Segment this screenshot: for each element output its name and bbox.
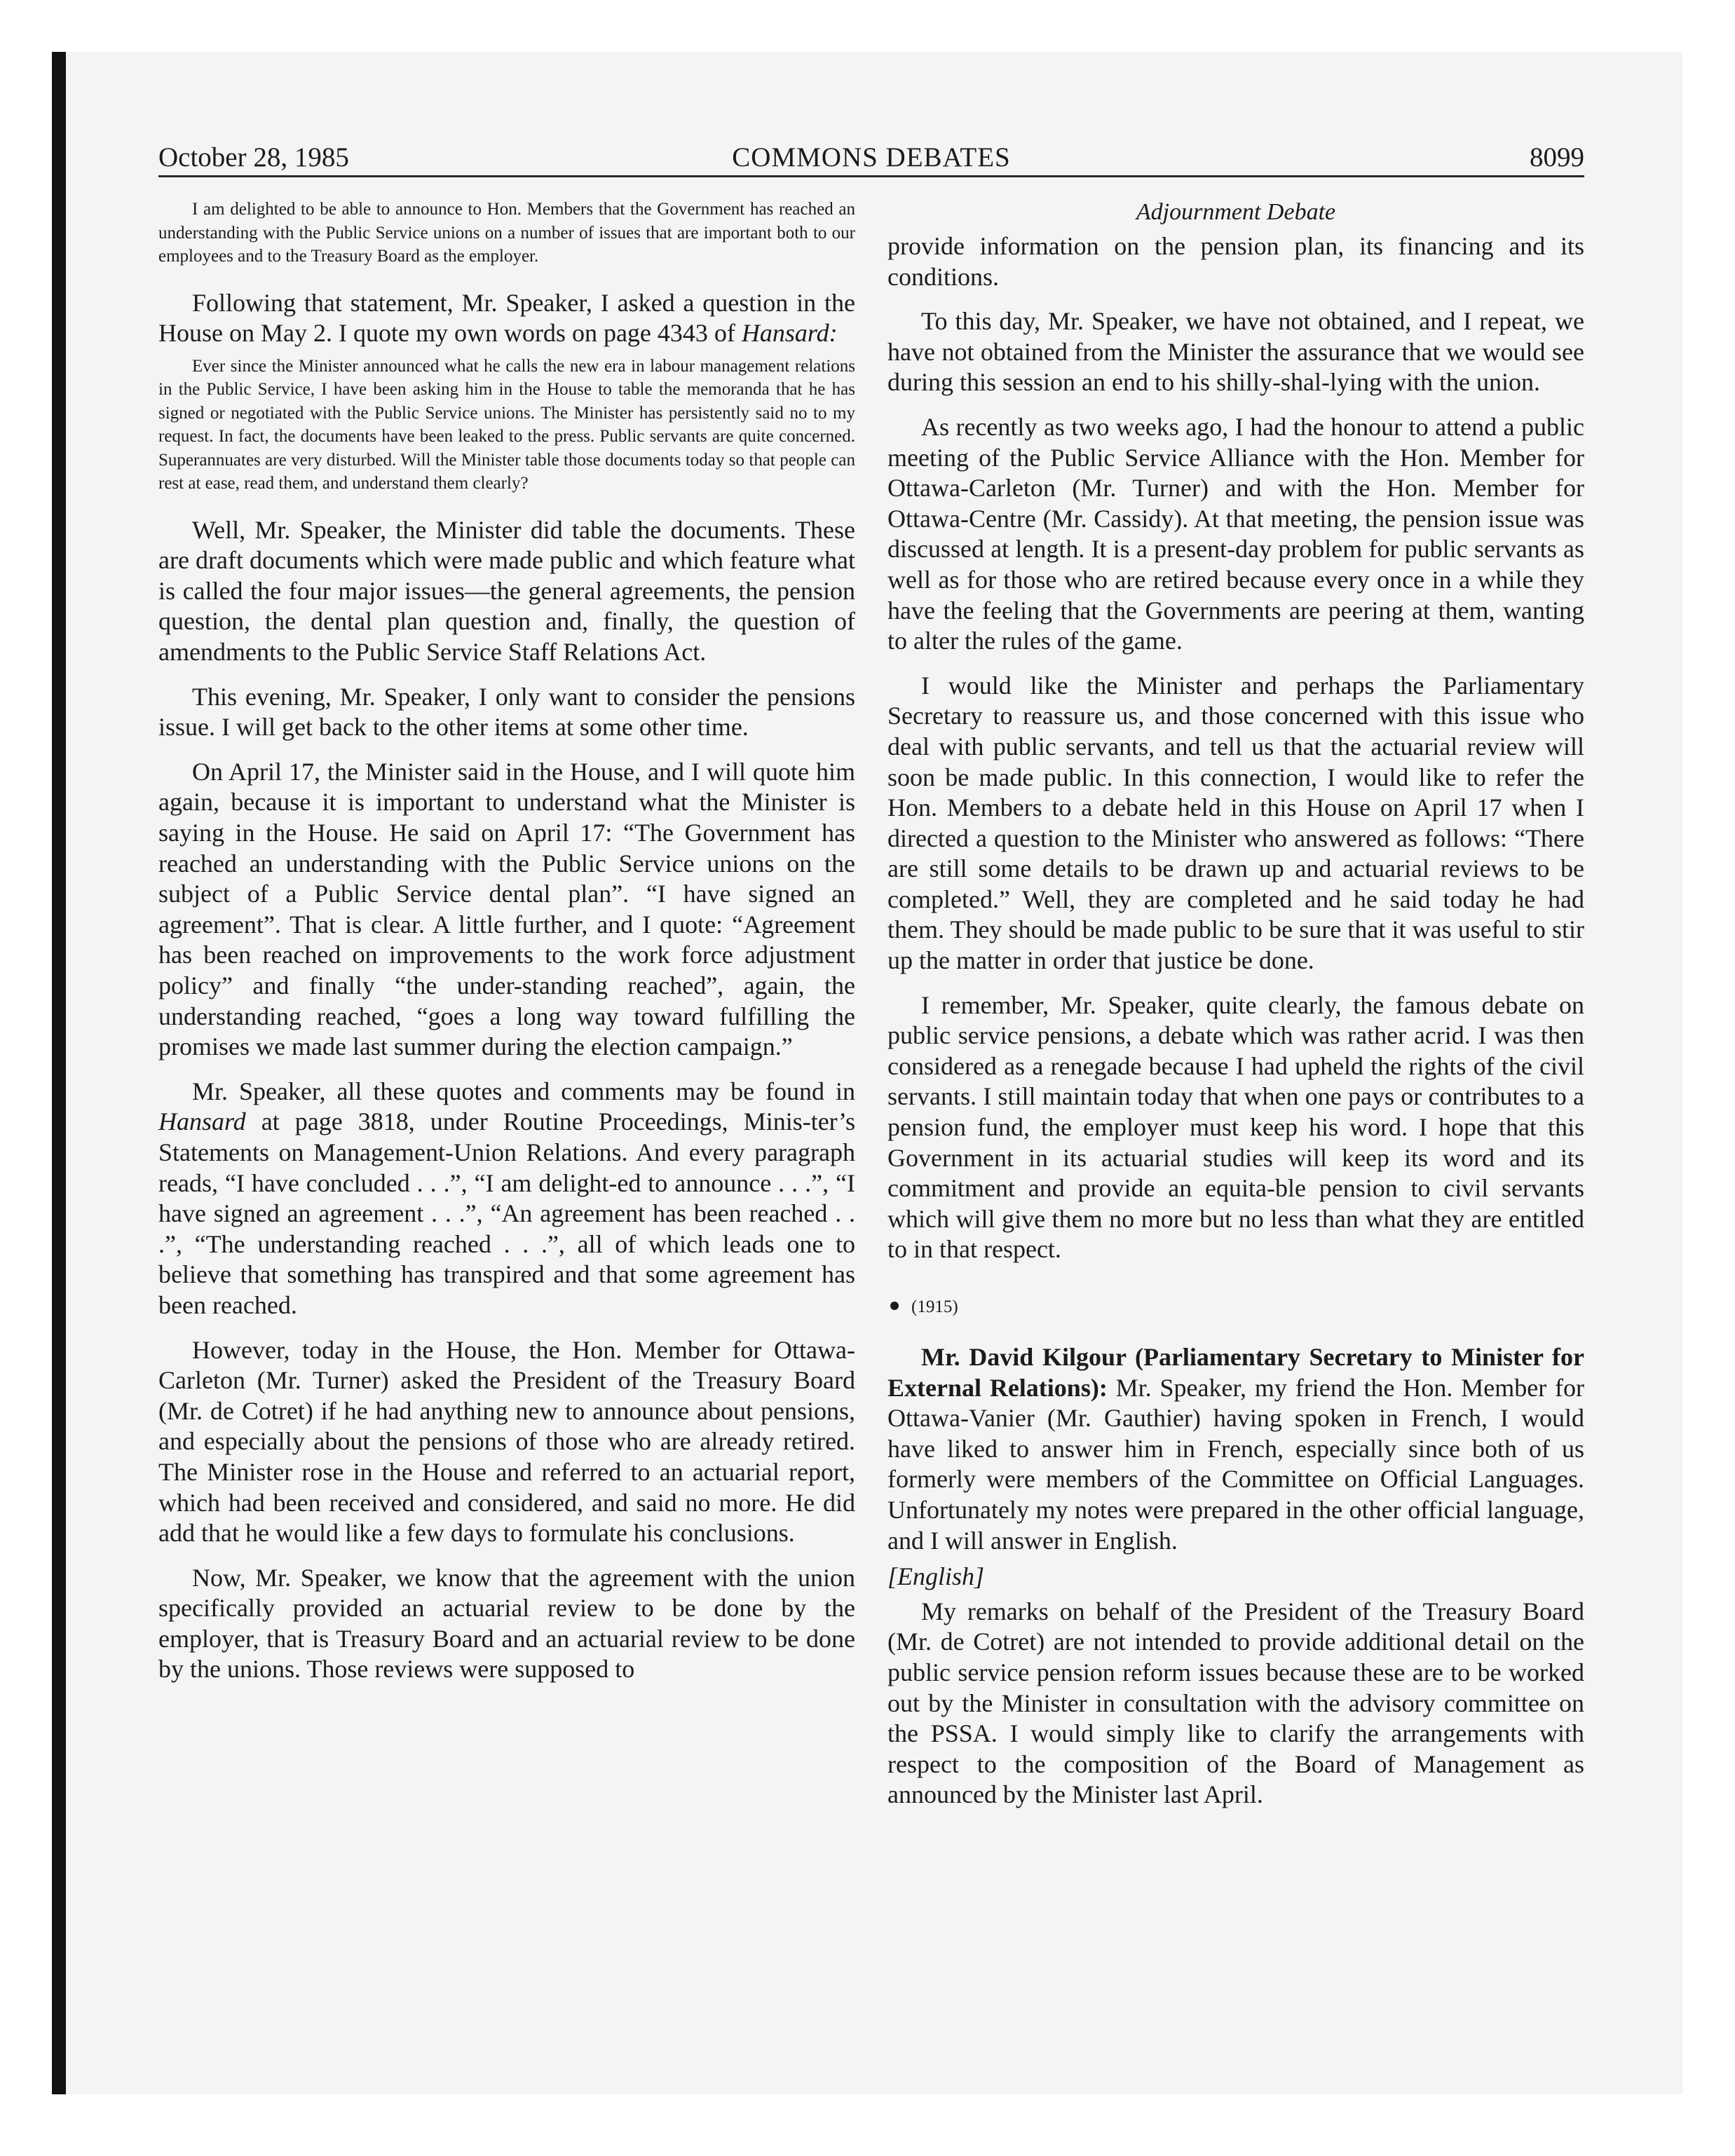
right-column <box>887 198 1584 1824</box>
header-page-number: 8099 <box>1530 142 1584 172</box>
paragraph: My remarks on behalf of the President of the Treasury Board (Mr. de Cotret) are not intended to provide additional detail on the public service pension reform issues because these are to be worked out by the Minister in consultation with the advisory committee on the PSSA. I would simply like to clarify the arrangements with respect to the composition of the Board of Management as announced by the Minister last April. <box>887 1597 1584 1809</box>
paragraph <box>158 288 855 349</box>
paragraph-text: Mr. Speaker, my friend the Hon. Member for Ottawa-Vanier (Mr. Gauthier) having spoken in French, I would have liked to answer him in French, especially since both of us formerly were members of the Committee on Official Languages. Unfortunately my notes were prepared in the other official language, and I will answer in English. <box>887 1373 1585 1555</box>
paragraph: However, today in the House, the Hon. Member for Ottawa-Carleton (Mr. Turner) asked the President of the Treasury Board (Mr. de Cotret) if he had anything new to announce about pensions, and especially about the pensions of those who are already retired. The Minister rose in the House and referred to an actuarial report, which had been received and considered, and said no more. He did add that he would like a few days to formulate his conclusions. <box>158 1335 855 1548</box>
bullet-icon <box>890 1302 899 1310</box>
time-stamp-text: (1915) <box>911 1297 958 1316</box>
hansard-reference: Hansard: <box>741 319 838 348</box>
speaker-name: Mr. David Kilgour (Parliamentary Secretary to Minister for External Relations): <box>887 1343 1584 1402</box>
left-column <box>158 198 855 1699</box>
scan-margin <box>0 0 55 2156</box>
paragraph: This evening, Mr. Speaker, I only want to consider the pensions issue. I will get back to the other items at some other time. <box>158 682 855 742</box>
time-stamp <box>887 1293 1584 1321</box>
language-marker: [English] <box>887 1562 985 1591</box>
scan-binding-edge <box>52 52 66 2094</box>
hansard-reference: Hansard <box>158 1107 246 1136</box>
paragraph: I would like the Minister and perhaps the Parliamentary Secretary to reassure us, and those concerned with this issue who deal with public servants, and tell us that the actuarial review will soon be made public. In this connection, I would like to refer the Hon. Members to a debate held in this House on April 17 when I directed a question to the Minister who answered as follows: “There are still some details to be drawn up and actuarial reviews to be completed.” Well, they are completed and he said today he had them. They should be made public to be sure that it was useful to stir up the matter in order that justice be done. <box>887 671 1584 975</box>
paragraph-text: Following that statement, Mr. Speaker, I asked a question in the House on May 2. I quote my own words on page 4343 of <box>158 288 855 348</box>
paragraph: Well, Mr. Speaker, the Minister did table the documents. These are draft documents which were made public and which feature what is called the four major issues—the general agreements, the pension question, the dental plan question and, finally, the question of amendments to the Public Service Staff Relations Act. <box>158 515 855 667</box>
paragraph-text: Mr. Speaker, all these quotes and comments may be found in <box>192 1077 855 1105</box>
paragraph: To this day, Mr. Speaker, we have not obtained, and I repeat, we have not obtained from the Minister the assurance that we would see during this session an end to his shilly-shal-lying with the union. <box>887 307 1584 397</box>
block-quote: I am delighted to be able to announce to Hon. Members that the Government has reached an understanding with the Public Service unions on a number of issues that are important both to our employees and to the Treasury Board as the employer. <box>158 200 855 266</box>
paragraph: I remember, Mr. Speaker, quite clearly, the famous debate on public service pensions, a debate which was rather acrid. I was then considered as a renegade because I had upheld the rights of the civil servants. I still maintain today that when one pays or contributes to a pension fund, the employer must keep his word. I hope that this Government in its actuarial studies will keep its word and its commitment and provide an equita-ble pension to civil servants which will give them no more but no less than what they are entitled to in that respect. <box>887 990 1584 1264</box>
paragraph: provide information on the pension plan, its financing and its conditions. <box>887 232 1584 291</box>
paragraph-text: at page 3818, under Routine Proceedings, Minis-ter’s Statements on Management-Union Relations. And every paragraph reads, “I have concluded . . .”, “I am delight-ed to announce . . .”, “I have signed an agreement . . .”, “An agreement has been reached . . .”, “The understanding reached . . .”, all of which leads one to believe that something has transpired and that some agreement has been reached. <box>158 1107 856 1319</box>
paragraph: On April 17, the Minister said in the House, and I will quote him again, because it is important to understand what the Minister is saying in the House. He said on April 17: “The Government has reached an understanding with the Public Service unions on the subject of a Public Service dental plan”. “I have signed an agreement”. That is clear. A little further, and I quote: “Agreement has been reached on improvements to the work force adjustment policy” and finally “the under-standing reached”, again, the understanding reached, “goes a long way toward fulfilling the promises we made last summer during the election campaign.” <box>158 757 855 1061</box>
paragraph: As recently as two weeks ago, I had the honour to attend a public meeting of the Public Service Alliance with the Hon. Member for Ottawa-Carleton (Mr. Turner) and with the Hon. Member for Ottawa-Centre (Mr. Cassidy). At that meeting, the pension issue was discussed at length. It is a present-day problem for public servants as well as for those who are retired because every once in a while they have the feeling that the Governments are peering at them, wanting to alter the rules of the game. <box>887 412 1584 655</box>
paragraph: Now, Mr. Speaker, we know that the agreement with the union specifically provided an actuarial review to be done by the employer, that is Treasury Board and an actuarial review to be done by the unions. Those reviews were supposed to <box>158 1563 855 1684</box>
header-rule <box>158 175 1584 177</box>
header-title: COMMONS DEBATES <box>732 142 1011 172</box>
paragraph <box>158 1077 855 1321</box>
page-header <box>158 140 1584 175</box>
paragraph <box>887 1342 1584 1556</box>
running-head: Adjournment Debate <box>1136 199 1336 225</box>
block-quote: Ever since the Minister announced what he calls the new era in labour management relations in the Public Service, I have been asking him in the House to table the memoranda that he has signed or negotiated with the Public Service unions. The Minister has persistently said no to my request. In fact, the documents have been leaked to the press. Public servants are quite concerned. Superannuates are very disturbed. Will the Minister table those documents today so that people can rest at ease, read them, and understand them clearly? <box>158 356 855 493</box>
header-date: October 28, 1985 <box>158 142 349 172</box>
